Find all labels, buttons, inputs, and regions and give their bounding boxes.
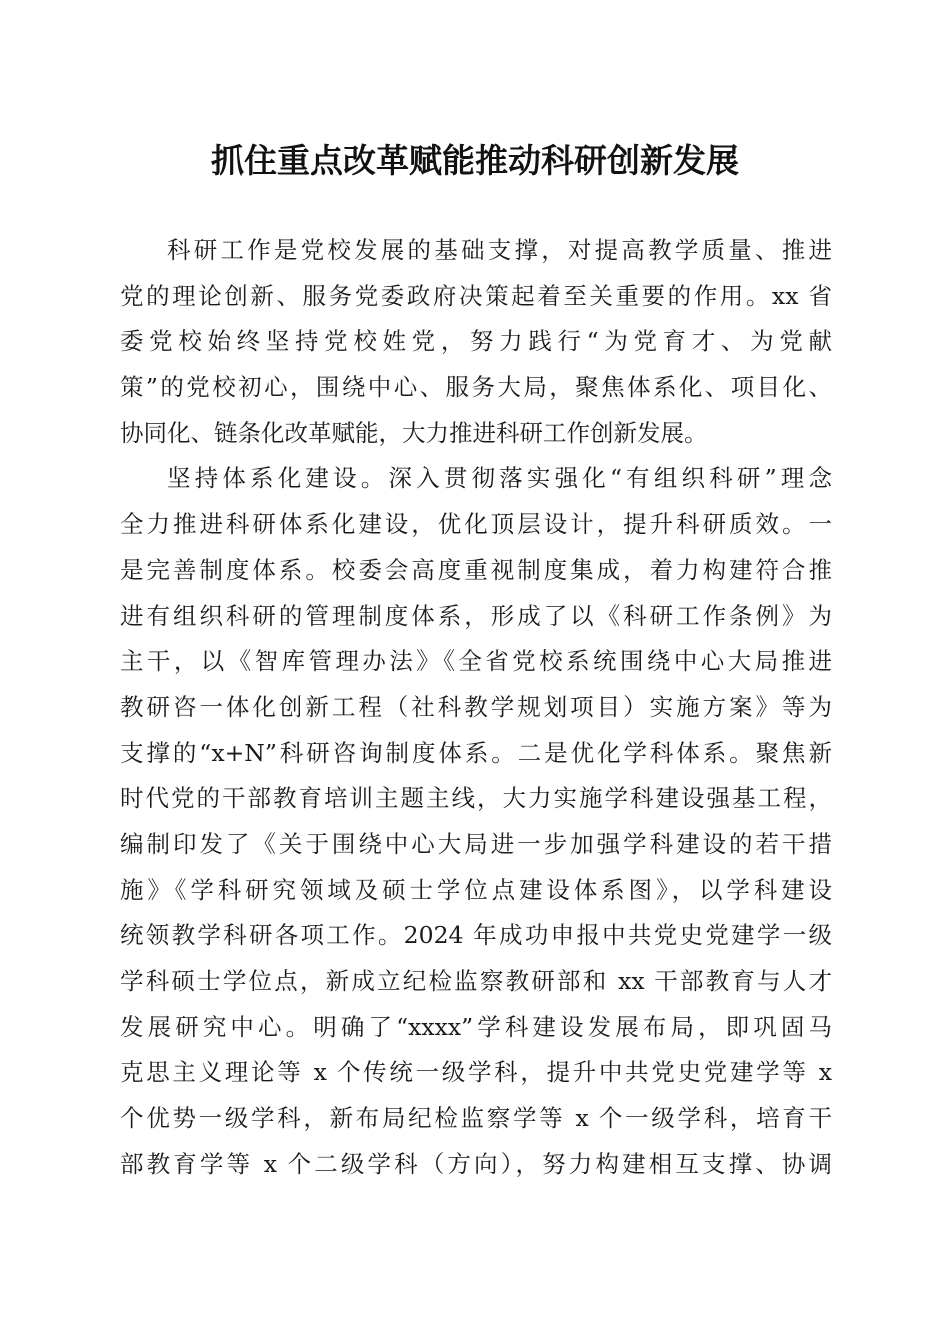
paragraph-line: 协同化、链条化改革赋能，大力推进科研工作创新发展。	[120, 418, 708, 447]
paragraph-line: 个优势一级学科，新布局纪检监察学等 x 个一级学科，培育干	[120, 1104, 832, 1133]
paragraph-line: 教研咨一体化创新工程（社科教学规划项目）实施方案》等为	[120, 692, 832, 721]
paragraph-line: 主干，以《智库管理办法》《全省党校系统围绕中心大局推进	[120, 647, 832, 676]
paragraph-line: 时代党的干部教育培训主题主线，大力实施学科建设强基工程，	[120, 784, 832, 813]
paragraph-line: 坚持体系化建设。深入贯彻落实强化“有组织科研”理念	[167, 464, 832, 493]
paragraph-line: 部教育学等 x 个二级学科（方向），努力构建相互支撑、协调	[120, 1149, 832, 1178]
paragraph-line: 策”的党校初心，围绕中心、服务大局，聚焦体系化、项目化、	[120, 373, 832, 402]
paragraph-line: 编制印发了《关于围绕中心大局进一步加强学科建设的若干措	[120, 829, 832, 858]
paragraph-line: 委党校始终坚持党校姓党，努力践行“为党育才、为党献	[120, 327, 832, 356]
paragraph-line: 科研工作是党校发展的基础支撑，对提高教学质量、推进	[167, 236, 832, 264]
paragraph-line: 施》《学科研究领域及硕士学位点建设体系图》，以学科建设	[120, 875, 832, 904]
paragraph-line: 进有组织科研的管理制度体系，形成了以《科研工作条例》为	[120, 601, 832, 630]
paragraph-intro	[120, 228, 832, 456]
paragraph-line: 发展研究中心。明确了“xxxx”学科建设发展布局，即巩固马	[120, 1012, 832, 1041]
document-body	[120, 228, 832, 1187]
paragraph-line: 统领教学科研各项工作。2024 年成功申报中共党史党建学一级	[120, 921, 832, 950]
document-title: 抓住重点改革赋能推动科研创新发展	[211, 141, 739, 180]
paragraph-system-building	[120, 456, 832, 1187]
paragraph-line: 党的理论创新、服务党委政府决策起着至关重要的作用。xx 省	[120, 281, 832, 310]
paragraph-line: 支撑的“x+N”科研咨询制度体系。二是优化学科体系。聚焦新	[120, 738, 832, 767]
paragraph-line: 学科硕士学位点，新成立纪检监察教研部和 xx 干部教育与人才	[120, 967, 832, 995]
paragraph-line: 克思主义理论等 x 个传统一级学科，提升中共党史党建学等 x	[120, 1058, 832, 1087]
paragraph-line: 全力推进科研体系化建设，优化顶层设计，提升科研质效。一	[120, 510, 832, 539]
paragraph-line: 是完善制度体系。校委会高度重视制度集成，着力构建符合推	[120, 555, 832, 584]
